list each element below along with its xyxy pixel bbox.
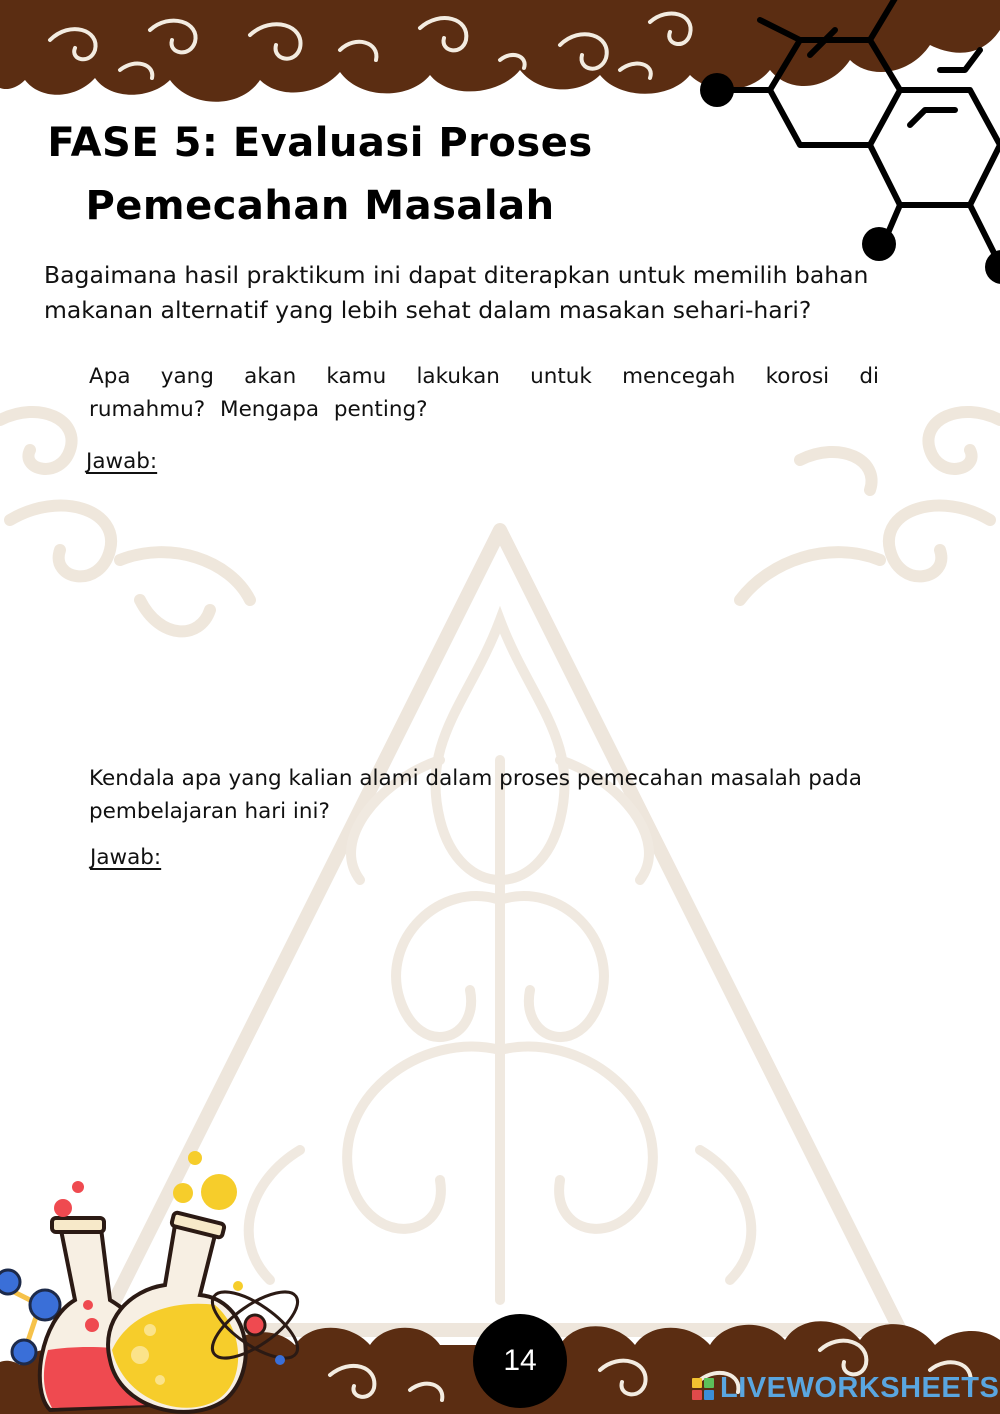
question-2-text: Kendala apa yang kalian alami dalam proses pemecahan masalah pada pembelajaran hari ini?: [89, 766, 862, 824]
question-1-text: Apa yang akan kamu lakukan untuk mencegah korosi di rumahmu? Mengapa penting?: [89, 364, 879, 422]
liveworksheets-watermark[interactable]: [692, 1372, 999, 1405]
intro-question: Bagaimana hasil praktikum ini dapat diterapkan untuk memilih bahan makanan alternatif yang lebih sehat dalam masakan sehari-hari?: [44, 261, 869, 324]
page-title-line-1: FASE 5: Evaluasi Proses: [47, 120, 593, 166]
page-number: 14: [503, 1344, 537, 1377]
question-2-answer-area[interactable]: [86, 880, 886, 1140]
question-2-answer-label: Jawab:: [90, 845, 162, 870]
question-1-answer-area[interactable]: [86, 485, 886, 735]
liveworksheets-logo-icon: [692, 1378, 714, 1400]
page-number-badge: [473, 1314, 567, 1408]
page-title-line-2: Pemecahan Masalah: [85, 183, 555, 229]
watermark-text: LIVEWORKSHEETS: [720, 1372, 1000, 1404]
question-1-answer-label: Jawab:: [86, 449, 158, 474]
